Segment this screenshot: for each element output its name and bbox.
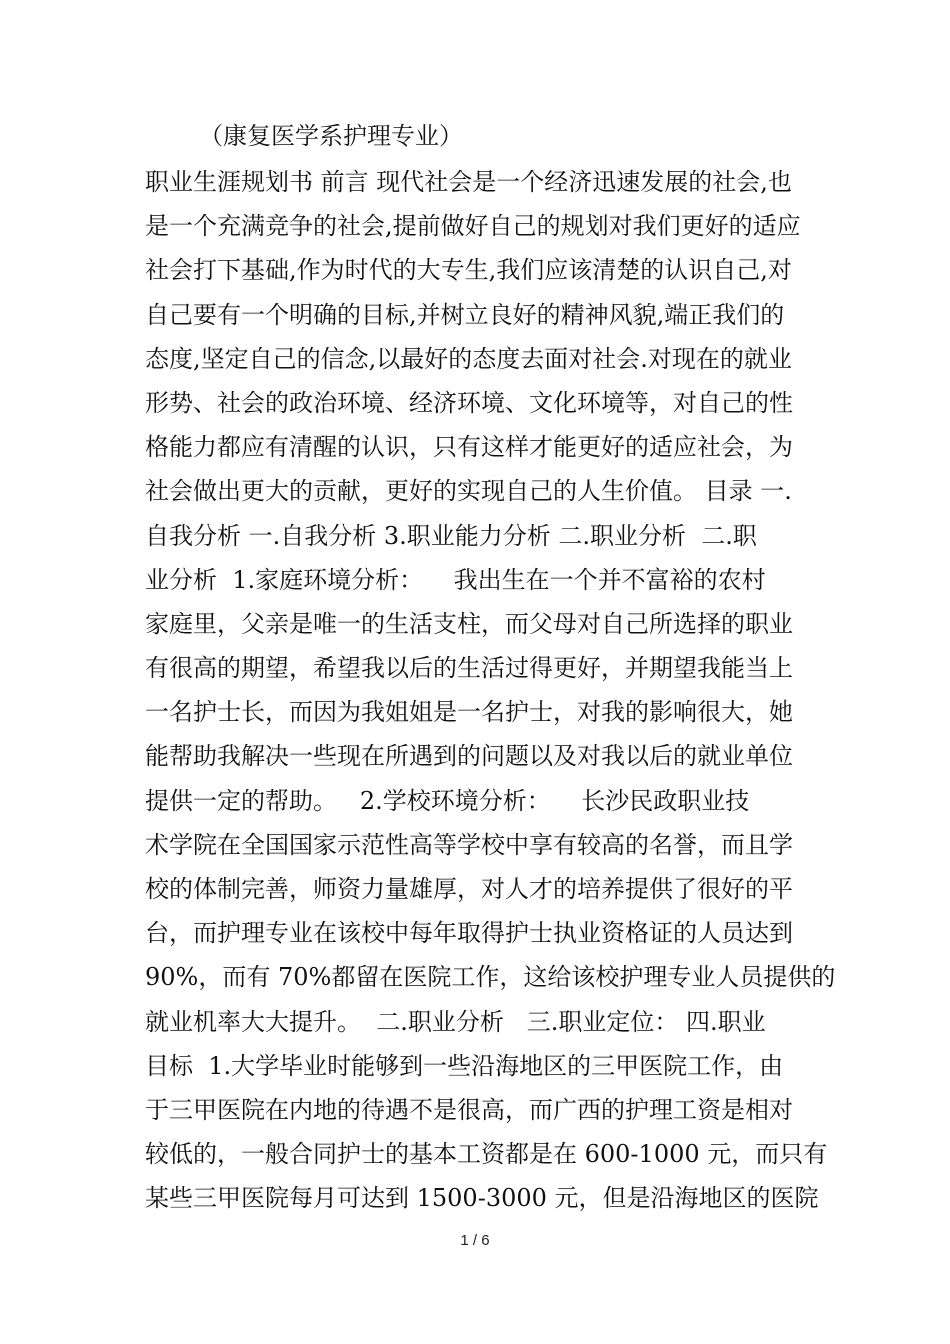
body-line: 某些三甲医院每月可达到 1500-3000 元，但是沿海地区的医院 (145, 1184, 819, 1213)
body-line: 于三甲医院在内地的待遇不是很高，而广西的护理工资是相对 (145, 1095, 793, 1124)
body-line: 校的体制完善，师资力量雄厚，对人才的培养提供了很好的平 (145, 875, 793, 903)
body-line: 社会打下基础,作为时代的大专生,我们应该清楚的认识自己,对 (145, 256, 792, 285)
body-line: 目标 1.大学毕业时能够到一些沿海地区的三甲医院工作，由 (145, 1051, 784, 1080)
body-line: 家庭里，父亲是唯一的生活支柱，而父母对自己所选择的职业 (145, 609, 793, 638)
body-line: 较低的，一般合同护士的基本工资都是在 600-1000 元，而只有 (145, 1140, 828, 1169)
body-line: 自我分析 一.自我分析 3.职业能力分析 二.职业分析 二.职 (145, 521, 757, 550)
body-line: 一名护士长，而因为我姐姐是一名护士，对我的影响很大，她 (145, 698, 793, 727)
body-line: 职业生涯规划书 前言 现代社会是一个经济迅速发展的社会,也 (145, 168, 792, 196)
body-line: 社会做出更大的贡献，更好的实现自己的人生价值。 目录 一. (145, 477, 792, 506)
body-line: 有很高的期望，希望我以后的生活过得更好，并期望我能当上 (145, 654, 793, 683)
body-line: 态度,坚定自己的信念,以最好的态度去面对社会.对现在的就业 (145, 344, 792, 373)
body-line: 格能力都应有清醒的认识，只有这样才能更好的适应社会，为 (145, 433, 793, 462)
body-line: 业分析 1.家庭环境分析： 我出生在一个并不富裕的农村 (145, 565, 766, 594)
page-number: 1 / 6 (460, 1232, 490, 1249)
document-subtitle: （康复医学系护理专业） (199, 122, 463, 150)
body-line: 能帮助我解决一些现在所遇到的问题以及对我以后的就业单位 (145, 742, 793, 771)
document-body (145, 160, 836, 1221)
body-line: 是一个充满竞争的社会,提前做好自己的规划对我们更好的适应 (145, 212, 801, 241)
body-line: 就业机率大大提升。 二.职业分析 三.职业定位： 四.职业 (145, 1007, 766, 1036)
body-line: 术学院在全国国家示范性高等学校中享有较高的名誉，而且学 (145, 830, 793, 859)
body-line: 提供一定的帮助。 2.学校环境分析： 长沙民政职业技 (145, 786, 750, 815)
body-line: 形势、社会的政治环境、经济环境、文化环境等，对自己的性 (145, 388, 793, 417)
body-line: 自己要有一个明确的目标,并树立良好的精神风貌,端正我们的 (145, 300, 785, 329)
body-line: 台，而护理专业在该校中每年取得护士执业资格证的人员达到 (145, 919, 793, 948)
body-line: 90%，而有 70%都留在医院工作，这给该校护理专业人员提供的 (145, 963, 836, 992)
